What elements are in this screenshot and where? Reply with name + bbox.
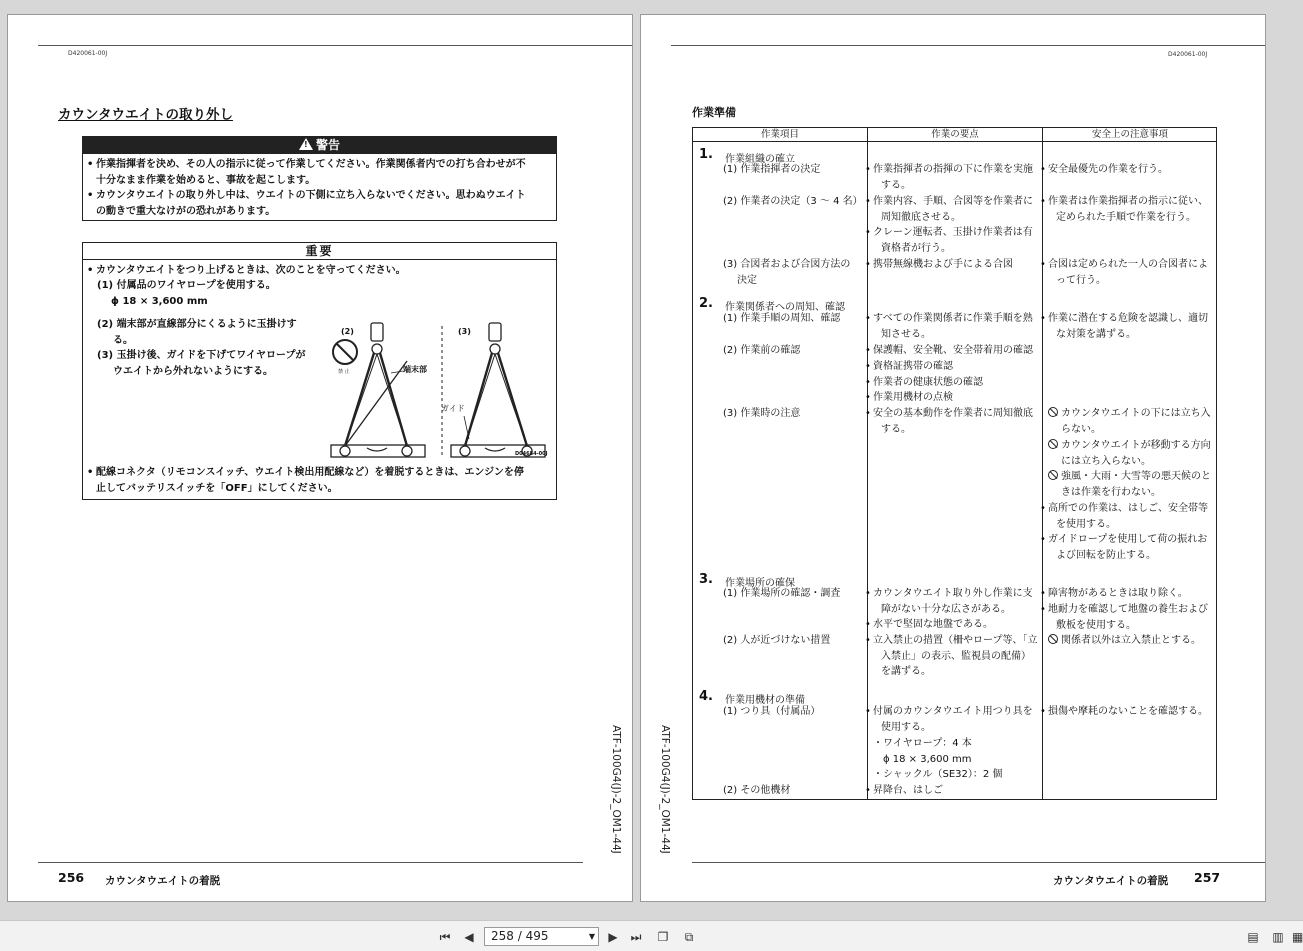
item-label: (1) 作業指揮者の決定 bbox=[723, 164, 821, 175]
doc-code: D420061-00J bbox=[1168, 51, 1208, 58]
section-number: 4. bbox=[699, 689, 713, 704]
section-label: 作業関係者への周知、確認 bbox=[725, 302, 845, 313]
important-step: (2) 端末部が直線部分にくるように玉掛けす bbox=[97, 319, 297, 330]
fig-prohibit-label: 禁 止 bbox=[338, 369, 350, 375]
important-spec: ϕ 18 × 3,600 mm bbox=[111, 296, 208, 307]
first-page-icon[interactable]: ⏮ bbox=[439, 930, 451, 944]
item-label: (3) 作業時の注意 bbox=[723, 408, 801, 419]
bottom-rule bbox=[641, 901, 1237, 902]
caution-text: • 損傷や摩耗のないことを確認する。 bbox=[1048, 704, 1214, 720]
important-step: ウエイトから外れないようにする。 bbox=[113, 366, 273, 377]
section-title: カウンタウエイトの取り外し bbox=[58, 107, 233, 123]
important-step: る。 bbox=[113, 335, 133, 346]
point-text: • すべての作業関係者に作業手順を熟知させる。 bbox=[873, 311, 1039, 342]
single-page-icon[interactable]: ▤ bbox=[1247, 930, 1259, 944]
point-text: ・ワイヤロープ：4 本 bbox=[873, 738, 972, 749]
point-text: • 水平で堅固な地盤である。 bbox=[873, 617, 1039, 633]
point-text: • 立入禁止の措置（柵やロープ等、「立入禁止」の表示、監視員の配備）を講ずる。 bbox=[873, 633, 1039, 680]
table-header: 安全上の注意事項 bbox=[1091, 129, 1168, 140]
item-label: (1) 作業手順の周知、確認 bbox=[723, 313, 841, 324]
section-number: 2. bbox=[699, 296, 713, 311]
viewer-toolbar bbox=[0, 920, 1303, 951]
page-number: 256 bbox=[58, 870, 85, 885]
caution-text: • 作業に潜在する危険を認識し、適切な対策を講ずる。 bbox=[1048, 311, 1214, 342]
prohibit-icon bbox=[1048, 439, 1058, 449]
footer-rule bbox=[38, 862, 583, 863]
prohibit-icon bbox=[1048, 470, 1058, 480]
section-number: 1. bbox=[699, 147, 713, 162]
prev-page-icon[interactable]: ◀ bbox=[464, 930, 474, 944]
item-label: (2) その他機材 bbox=[723, 785, 791, 796]
important-box bbox=[82, 242, 557, 500]
point-text: • クレーン運転者、玉掛け作業者は有資格者が行う。 bbox=[873, 225, 1039, 256]
warning-box bbox=[82, 136, 557, 221]
fig-label: (3) bbox=[458, 327, 471, 336]
important-line: • カウンタウエイトをつり上げるときは、次のことを守ってください。 bbox=[87, 263, 406, 279]
lifting-figure bbox=[327, 321, 552, 461]
spread-icon[interactable]: ▦ bbox=[1292, 930, 1303, 944]
caution-text: • 安全最優先の作業を行う。 bbox=[1048, 162, 1214, 178]
section-title: 作業準備 bbox=[692, 106, 736, 119]
point-text: • 保護帽、安全靴、安全帯着用の確認 bbox=[873, 343, 1039, 359]
prohibit-icon bbox=[1048, 634, 1058, 644]
caution-prohibit: カウンタウエイトの下には立ち入らない。 bbox=[1048, 406, 1214, 437]
important-step: (1) 付属品のワイヤロープを使用する。 bbox=[97, 280, 276, 291]
section-label: 作業用機材の準備 bbox=[725, 695, 805, 706]
item-label: (1) 作業場所の確認・調査 bbox=[723, 588, 841, 599]
fig-label: (2) bbox=[341, 327, 354, 336]
warning-triangle-icon bbox=[299, 138, 313, 150]
chevron-down-icon[interactable]: ▼ bbox=[588, 932, 595, 941]
section-label: 作業組織の確立 bbox=[725, 154, 795, 165]
point-text: • カウンタウエイト取り外し作業に支障がない十分な広さがある。 bbox=[873, 586, 1039, 617]
caution-text: • 合図は定められた一人の合図者によって行う。 bbox=[1048, 257, 1214, 288]
footer-title: カウンタウエイトの着脱 bbox=[1053, 875, 1169, 887]
section-label: 作業場所の確保 bbox=[725, 578, 795, 589]
page-number: 257 bbox=[1194, 870, 1221, 885]
caution-text: • ガイドロープを使用して荷の振れおよび回転を防止する。 bbox=[1048, 532, 1214, 563]
two-page-icon[interactable]: ▥ bbox=[1272, 930, 1284, 944]
section-number: 3. bbox=[699, 572, 713, 587]
important-heading: 重要 bbox=[83, 243, 556, 260]
caution-text: • 高所での作業は、はしご、安全帯等を使用する。 bbox=[1048, 501, 1214, 532]
header-rule bbox=[671, 45, 1266, 46]
caution-prohibit: 関係者以外は立入禁止とする。 bbox=[1048, 633, 1214, 649]
item-label: (2) 作業前の確認 bbox=[723, 345, 801, 356]
point-text: ϕ 18 × 3,600 mm bbox=[883, 754, 972, 765]
warning-line: • カウンタウエイトの取り外し中は、ウエイトの下側に立ち入らないでください。思わぬウエイト の動きで重大なけがの恐れがあります。 bbox=[87, 188, 552, 219]
important-line: • 配線コネクタ（リモコンスイッチ、ウエイト検出用配線など）を着脱するときは、エンジンを停 止してバッテリスイッチを「OFF」にしてください。 bbox=[87, 465, 524, 496]
point-text: • 作業内容、手順、合図等を作業者に周知徹底させる。 bbox=[873, 194, 1039, 225]
item-label: (3) 合図者および合図方法の 決定 bbox=[723, 259, 851, 286]
page-indicator[interactable] bbox=[484, 927, 599, 946]
page-indicator-text: 258 / 495 bbox=[491, 929, 549, 943]
warning-line: • 作業指揮者を決め、その人の指示に従って作業してください。作業関係者内での打ち合わせが不 十分なまま作業を始めると、事故を起こします。 bbox=[87, 157, 552, 188]
footer-title: カウンタウエイトの着脱 bbox=[105, 875, 221, 887]
warning-body bbox=[83, 154, 556, 219]
left-page bbox=[7, 14, 633, 902]
copy-icon[interactable]: ❐ bbox=[657, 930, 669, 944]
point-text: • 作業用機材の点検 bbox=[873, 390, 1039, 406]
warning-heading-text: 警告 bbox=[315, 138, 340, 152]
caution-text: • 障害物があるときは取り除く。 bbox=[1048, 586, 1214, 602]
vertical-doc-code: ATF-100G4(J)-2_OM1-44J bbox=[659, 725, 671, 854]
caution-text: • 作業者は作業指揮者の指示に従い、定められた手順で作業を行う。 bbox=[1048, 194, 1214, 225]
table-header: 作業の要点 bbox=[931, 129, 979, 140]
prohibit-icon bbox=[1048, 407, 1058, 417]
header-rule bbox=[38, 45, 633, 46]
last-page-icon[interactable]: ⏭ bbox=[630, 930, 642, 944]
right-page bbox=[640, 14, 1266, 902]
compare-icon[interactable]: ⧉ bbox=[684, 930, 694, 944]
point-text: • 安全の基本動作を作業者に周知徹底する。 bbox=[873, 406, 1039, 437]
prep-table bbox=[692, 127, 1217, 800]
warning-heading bbox=[83, 137, 556, 154]
caution-prohibit: カウンタウエイトが移動する方向には立ち入らない。 bbox=[1048, 438, 1214, 469]
fig-guide-label: ガイド bbox=[441, 404, 465, 413]
point-text: • 付属のカウンタウエイト用つり具を使用する。 bbox=[873, 704, 1039, 735]
point-text: • 作業指揮者の指揮の下に作業を実施する。 bbox=[873, 162, 1039, 193]
footer-rule bbox=[692, 862, 1266, 863]
fig-code: D04684-00J bbox=[515, 451, 548, 457]
item-label: (1) つり具（付属品） bbox=[723, 706, 821, 717]
caution-text: • 地耐力を確認して地盤の養生および敷板を使用する。 bbox=[1048, 602, 1214, 633]
fig-terminal-label: 端末部 bbox=[403, 365, 427, 374]
point-text: • 携帯無線機および手による合図 bbox=[873, 257, 1039, 273]
point-text: • 資格証携帯の確認 bbox=[873, 359, 1039, 375]
caution-prohibit: 強風・大雨・大雪等の悪天候のときは作業を行わない。 bbox=[1048, 469, 1214, 500]
important-step: (3) 玉掛け後、ガイドを下げてワイヤロープが bbox=[97, 350, 306, 361]
next-page-icon[interactable]: ▶ bbox=[608, 930, 618, 944]
doc-code: D420061-00J bbox=[68, 50, 108, 57]
table-header: 作業項目 bbox=[760, 129, 799, 140]
item-label: (2) 人が近づけない措置 bbox=[723, 635, 831, 646]
bottom-rule bbox=[38, 901, 633, 902]
point-text: • 作業者の健康状態の確認 bbox=[873, 375, 1039, 391]
item-label: (2) 作業者の決定（3 ～ 4 名） bbox=[723, 196, 863, 207]
vertical-doc-code: ATF-100G4(J)-2_OM1-44J bbox=[610, 725, 622, 854]
point-text: ・シャックル（SE32）：2 個 bbox=[873, 769, 1003, 780]
point-text: • 昇降台、はしご bbox=[873, 783, 1039, 799]
